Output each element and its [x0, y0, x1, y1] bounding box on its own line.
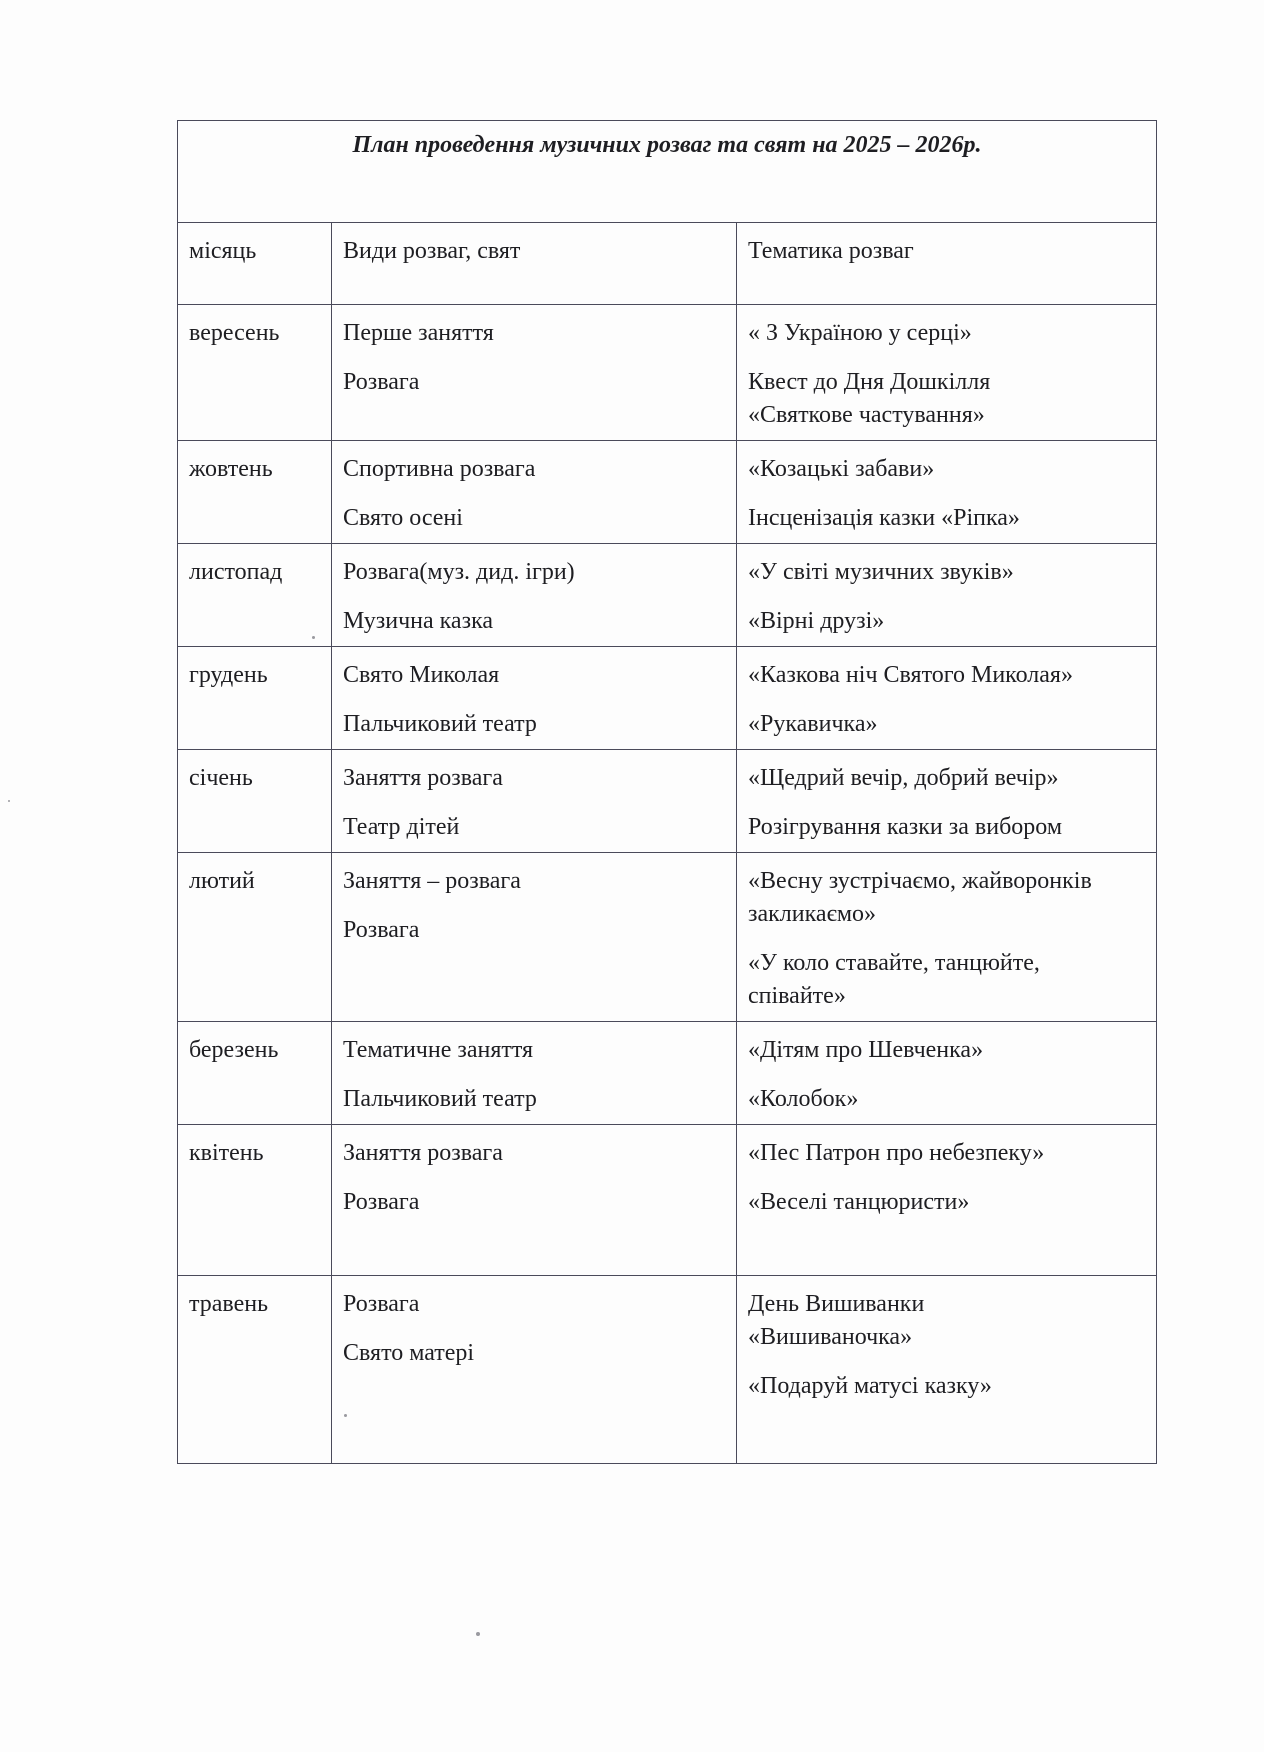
theme-item: «Весну зустрічаємо, жайворонків	[748, 868, 1092, 894]
theme-item: «Подаруй матусі казку»	[748, 1373, 992, 1399]
header-row	[178, 223, 1157, 305]
events-plan-table	[177, 120, 1157, 1464]
theme-item: День Вишиванки	[748, 1291, 925, 1317]
theme-item: Квест до Дня Дошкілля	[748, 369, 991, 395]
table-row	[178, 1022, 1157, 1125]
theme-item: «Козацькі забави»	[748, 456, 935, 482]
table-row	[178, 1125, 1157, 1276]
themes-cell	[737, 441, 1157, 544]
type-item: Пальчиковий театр	[343, 711, 537, 737]
themes-cell	[737, 1022, 1157, 1125]
column-header-types: Види розваг, свят	[332, 223, 737, 305]
type-item: Свято Миколая	[343, 662, 500, 688]
month-cell: квітень	[178, 1125, 332, 1276]
theme-item-continuation: «Святкове частування»	[748, 402, 985, 428]
themes-cell	[737, 305, 1157, 441]
type-item: Розвага	[343, 369, 420, 395]
theme-item-continuation: «Вишиваночка»	[748, 1324, 913, 1350]
types-cell	[332, 1276, 737, 1464]
table-row	[178, 750, 1157, 853]
month-cell: березень	[178, 1022, 332, 1125]
types-cell	[332, 1125, 737, 1276]
type-item: Свято осені	[343, 505, 463, 531]
type-item: Спортивна розвага	[343, 456, 536, 482]
type-item: Заняття розвага	[343, 1140, 503, 1166]
types-cell	[332, 1022, 737, 1125]
theme-item: « З Україною у серці»	[748, 320, 972, 346]
theme-item-continuation: співайте»	[748, 983, 846, 1009]
themes-cell	[737, 647, 1157, 750]
type-item: Свято матері	[343, 1340, 475, 1366]
theme-item: «У коло ставайте, танцюйте,	[748, 950, 1040, 976]
theme-item: Інсценізація казки «Ріпка»	[748, 505, 1020, 531]
scan-speck	[312, 636, 315, 639]
themes-cell	[737, 750, 1157, 853]
type-item: Пальчиковий театр	[343, 1086, 537, 1112]
theme-item: «У світі музичних звуків»	[748, 559, 1014, 585]
themes-cell	[737, 853, 1157, 1022]
types-cell	[332, 544, 737, 647]
type-item: Музична казка	[343, 608, 494, 634]
theme-item: «Пес Патрон про небезпеку»	[748, 1140, 1045, 1166]
month-cell: листопад	[178, 544, 332, 647]
theme-item: Розігрування казки за вибором	[748, 814, 1063, 840]
theme-item: «Казкова ніч Святого Миколая»	[748, 662, 1073, 688]
type-item: Заняття – розвага	[343, 868, 521, 894]
theme-item: «Щедрий вечір, добрий вечір»	[748, 765, 1059, 791]
theme-item: «Колобок»	[748, 1086, 859, 1112]
theme-item: «Вірні друзі»	[748, 608, 885, 634]
type-item: Розвага(муз. дид. ігри)	[343, 559, 575, 585]
types-cell	[332, 647, 737, 750]
month-cell: травень	[178, 1276, 332, 1464]
month-cell: вересень	[178, 305, 332, 441]
month-cell: січень	[178, 750, 332, 853]
column-header-month: місяць	[178, 223, 332, 305]
type-item: Розвага	[343, 1189, 420, 1215]
scan-speck	[476, 1632, 480, 1636]
themes-cell	[737, 544, 1157, 647]
table-row	[178, 441, 1157, 544]
types-cell	[332, 441, 737, 544]
table-row	[178, 305, 1157, 441]
themes-cell	[737, 1276, 1157, 1464]
type-item: Театр дітей	[343, 814, 460, 840]
type-item: Розвага	[343, 917, 420, 943]
themes-cell	[737, 1125, 1157, 1276]
theme-item: «Рукавичка»	[748, 711, 878, 737]
table-row	[178, 1276, 1157, 1464]
month-cell: лютий	[178, 853, 332, 1022]
type-item: Заняття розвага	[343, 765, 503, 791]
theme-item: «Дітям про Шевченка»	[748, 1037, 984, 1063]
theme-item: «Веселі танцюристи»	[748, 1189, 970, 1215]
scan-speck	[344, 1414, 347, 1417]
type-item: Розвага	[343, 1291, 420, 1317]
table-row	[178, 647, 1157, 750]
table-row	[178, 544, 1157, 647]
month-cell: жовтень	[178, 441, 332, 544]
type-item: Тематичне заняття	[343, 1037, 534, 1063]
month-cell: грудень	[178, 647, 332, 750]
types-cell	[332, 305, 737, 441]
type-item: Перше заняття	[343, 320, 494, 346]
types-cell	[332, 750, 737, 853]
types-cell	[332, 853, 737, 1022]
title-row	[178, 121, 1157, 223]
theme-item-continuation: закликаємо»	[748, 901, 877, 927]
table-row	[178, 853, 1157, 1022]
page-title: План проведення музичних розваг та свят на 2025 – 2026р.	[178, 121, 1157, 223]
column-header-themes: Тематика розваг	[737, 223, 1157, 305]
scan-speck	[8, 800, 10, 802]
